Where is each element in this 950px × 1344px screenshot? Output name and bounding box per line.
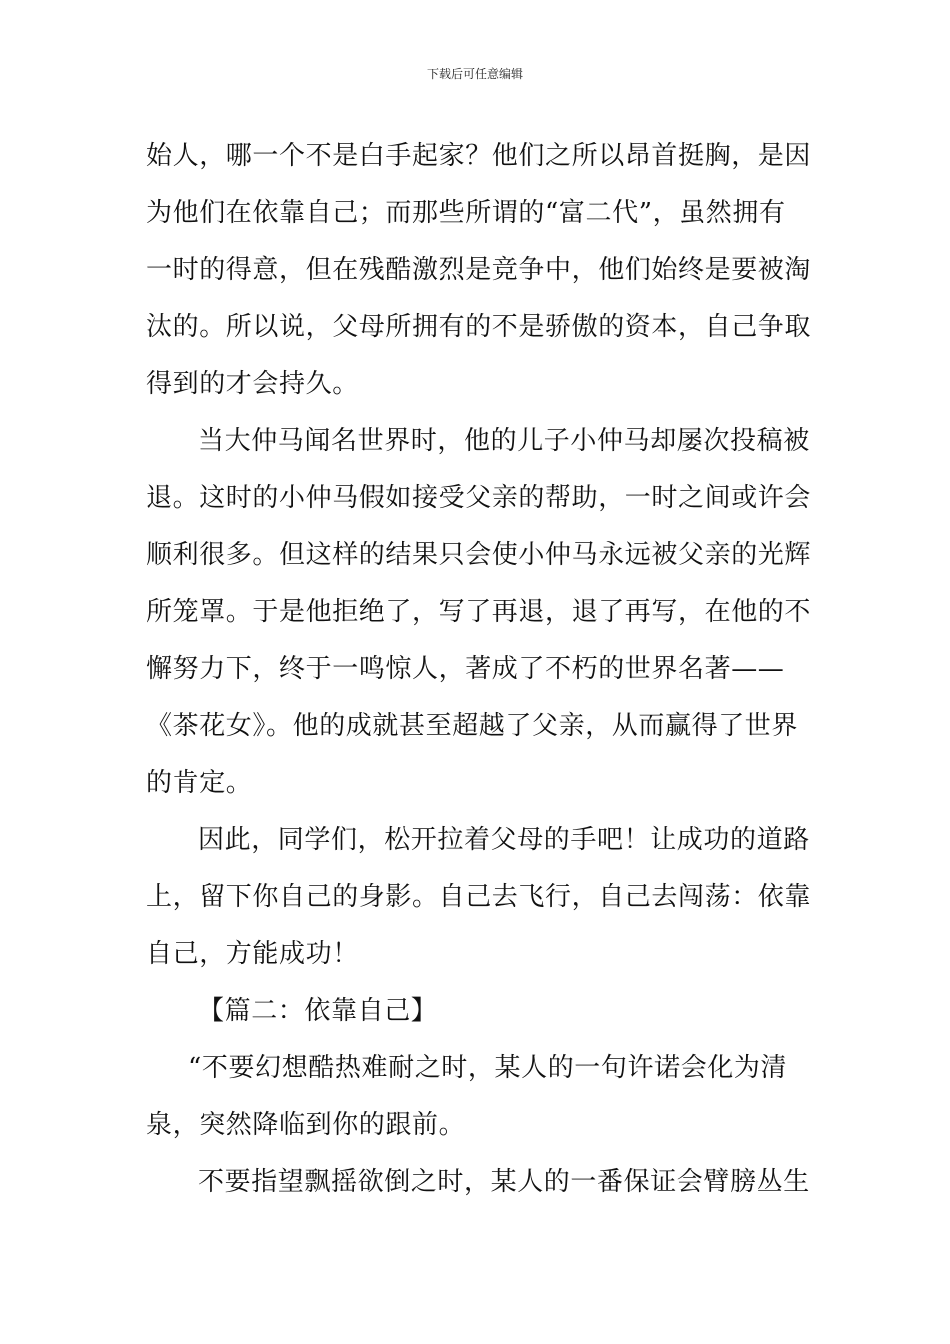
text-line: 自己，方能成功！: [146, 939, 359, 969]
text-line: 得到的才会持久。: [146, 369, 359, 399]
text-line: 退。这时的小仲马假如接受父亲的帮助，一时之间或许会: [146, 483, 812, 513]
text-line: “不要幻想酷热难耐之时，某人的一句许诺会化为清: [188, 1053, 788, 1083]
text-line: 所笼罩。于是他拒绝了，写了再退，退了再写，在他的不: [146, 597, 812, 627]
text-line: 不要指望飘摇欲倒之时，某人的一番保证会臂膀丛生: [198, 1167, 810, 1197]
text-line: 《茶花女》。他的成就甚至超越了父亲，从而赢得了世界: [146, 711, 799, 741]
article-body: [146, 128, 812, 1211]
text-line: 上，留下你自己的身影。自己去飞行，自己去闯荡：依靠: [146, 882, 812, 912]
text-line: 当大仲马闻名世界时，他的儿子小仲马却屡次投稿被: [198, 426, 810, 456]
text-line: 顺利很多。但这样的结果只会使小仲马永远被父亲的光辉: [146, 540, 812, 570]
text-line: 汰的。所以说，父母所拥有的不是骄傲的资本，自己争取: [146, 312, 812, 342]
page-header: 下载后可任意编辑: [426, 67, 523, 81]
text-line: 的肯定。: [146, 768, 253, 798]
text-line: 因此，同学们，松开拉着父母的手吧！让成功的道路: [198, 825, 810, 855]
text-line: 懈努力下，终于一鸣惊人，著成了不朽的世界名著——: [146, 654, 785, 684]
text-line: 一时的得意，但在残酷激烈是竞争中，他们始终是要被淘: [146, 255, 812, 285]
section-heading: 【篇二：依靠自己】: [198, 996, 438, 1026]
text-line: 始人，哪一个不是白手起家？他们之所以昂首挺胸，是因: [146, 141, 812, 171]
text-line: 为他们在依靠自己；而那些所谓的“富二代”，虽然拥有: [146, 198, 786, 228]
text-line: 泉，突然降临到你的跟前。: [146, 1110, 466, 1140]
